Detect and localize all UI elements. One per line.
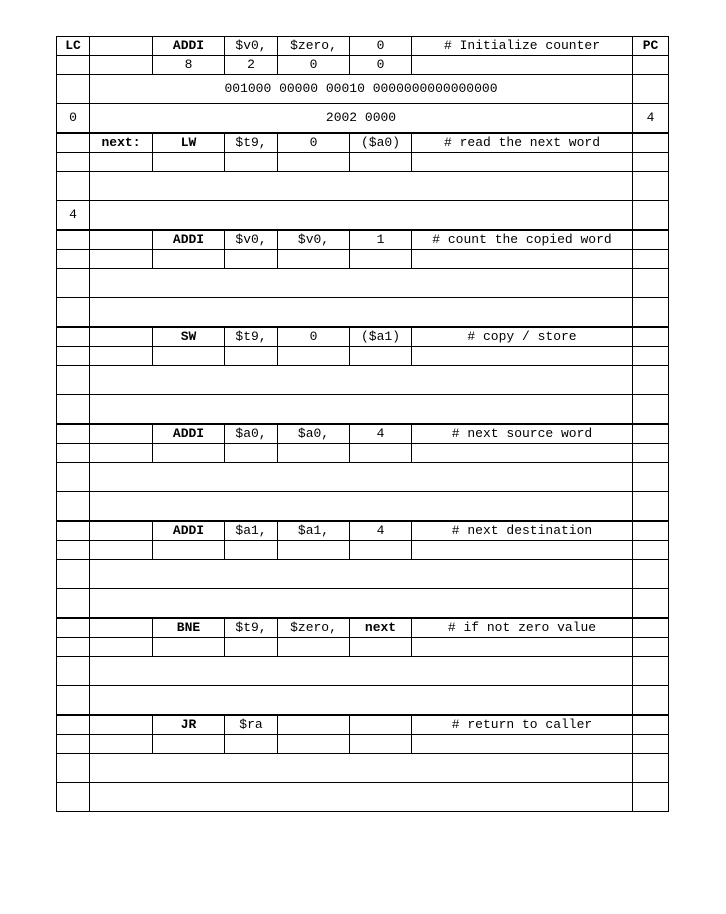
opcode-cell: ADDI bbox=[153, 230, 225, 250]
operand-2-cell: 0 bbox=[278, 133, 350, 153]
operand-1-cell: $t9, bbox=[225, 133, 278, 153]
operand-3-cell: 0 bbox=[350, 37, 412, 56]
operand-1-cell: $a1, bbox=[225, 521, 278, 541]
comment-cell: # copy / store bbox=[412, 327, 633, 347]
pc-header: PC bbox=[633, 37, 669, 56]
operand-3-cell bbox=[350, 715, 412, 735]
hex-encoding: 2002 0000 bbox=[90, 104, 633, 134]
operand-1-cell: $v0, bbox=[225, 230, 278, 250]
operand-1-cell: $t9, bbox=[225, 618, 278, 638]
operand-2-cell: $v0, bbox=[278, 230, 350, 250]
lc-value: 0 bbox=[57, 104, 90, 134]
comment-cell: # read the next word bbox=[412, 133, 633, 153]
field-code-op: 8 bbox=[153, 56, 225, 75]
binary-row bbox=[57, 75, 669, 104]
pc-value: 4 bbox=[633, 104, 669, 134]
instruction-row bbox=[57, 327, 669, 347]
instruction-row bbox=[57, 37, 669, 56]
operand-2-cell: $a0, bbox=[278, 424, 350, 444]
comment-cell: # if not zero value bbox=[412, 618, 633, 638]
assembly-worksheet-table bbox=[56, 36, 669, 812]
opcode-cell: SW bbox=[153, 327, 225, 347]
field-code-imm: 0 bbox=[350, 56, 412, 75]
operand-2-cell: $zero, bbox=[278, 37, 350, 56]
comment-cell: # return to caller bbox=[412, 715, 633, 735]
lc-value: 4 bbox=[57, 201, 90, 231]
instruction-row bbox=[57, 424, 669, 444]
operand-2-cell bbox=[278, 715, 350, 735]
operand-2-cell: $a1, bbox=[278, 521, 350, 541]
operand-1-cell: $t9, bbox=[225, 327, 278, 347]
opcode-cell: LW bbox=[153, 133, 225, 153]
opcode-cell: ADDI bbox=[153, 521, 225, 541]
operand-3-cell: 1 bbox=[350, 230, 412, 250]
instruction-row bbox=[57, 715, 669, 735]
opcode-cell: JR bbox=[153, 715, 225, 735]
instruction-row bbox=[57, 133, 669, 153]
operand-1-cell: $a0, bbox=[225, 424, 278, 444]
operand-1-cell: $v0, bbox=[225, 37, 278, 56]
opcode-cell: ADDI bbox=[153, 37, 225, 56]
lc-header: LC bbox=[57, 37, 90, 56]
hex-row bbox=[57, 104, 669, 134]
field-code-row bbox=[57, 56, 669, 75]
operand-3-cell: ($a0) bbox=[350, 133, 412, 153]
opcode-cell: BNE bbox=[153, 618, 225, 638]
field-code-rs: 2 bbox=[225, 56, 278, 75]
label-cell bbox=[90, 715, 153, 735]
instruction-row bbox=[57, 618, 669, 638]
operand-1-cell: $ra bbox=[225, 715, 278, 735]
instruction-row bbox=[57, 521, 669, 541]
operand-3-cell: next bbox=[350, 618, 412, 638]
label-cell bbox=[90, 521, 153, 541]
comment-cell: # count the copied word bbox=[412, 230, 633, 250]
opcode-cell: ADDI bbox=[153, 424, 225, 444]
label-cell: next: bbox=[90, 133, 153, 153]
label-cell bbox=[90, 618, 153, 638]
operand-3-cell: ($a1) bbox=[350, 327, 412, 347]
label-cell bbox=[90, 230, 153, 250]
comment-cell: # next destination bbox=[412, 521, 633, 541]
operand-2-cell: $zero, bbox=[278, 618, 350, 638]
field-code-rt: 0 bbox=[278, 56, 350, 75]
instruction-row bbox=[57, 230, 669, 250]
comment-cell: # next source word bbox=[412, 424, 633, 444]
binary-encoding: 001000 00000 00010 0000000000000000 bbox=[90, 75, 633, 104]
label-cell bbox=[90, 37, 153, 56]
operand-3-cell: 4 bbox=[350, 521, 412, 541]
label-cell bbox=[90, 327, 153, 347]
label-cell bbox=[90, 424, 153, 444]
operand-3-cell: 4 bbox=[350, 424, 412, 444]
comment-cell: # Initialize counter bbox=[412, 37, 633, 56]
operand-2-cell: 0 bbox=[278, 327, 350, 347]
